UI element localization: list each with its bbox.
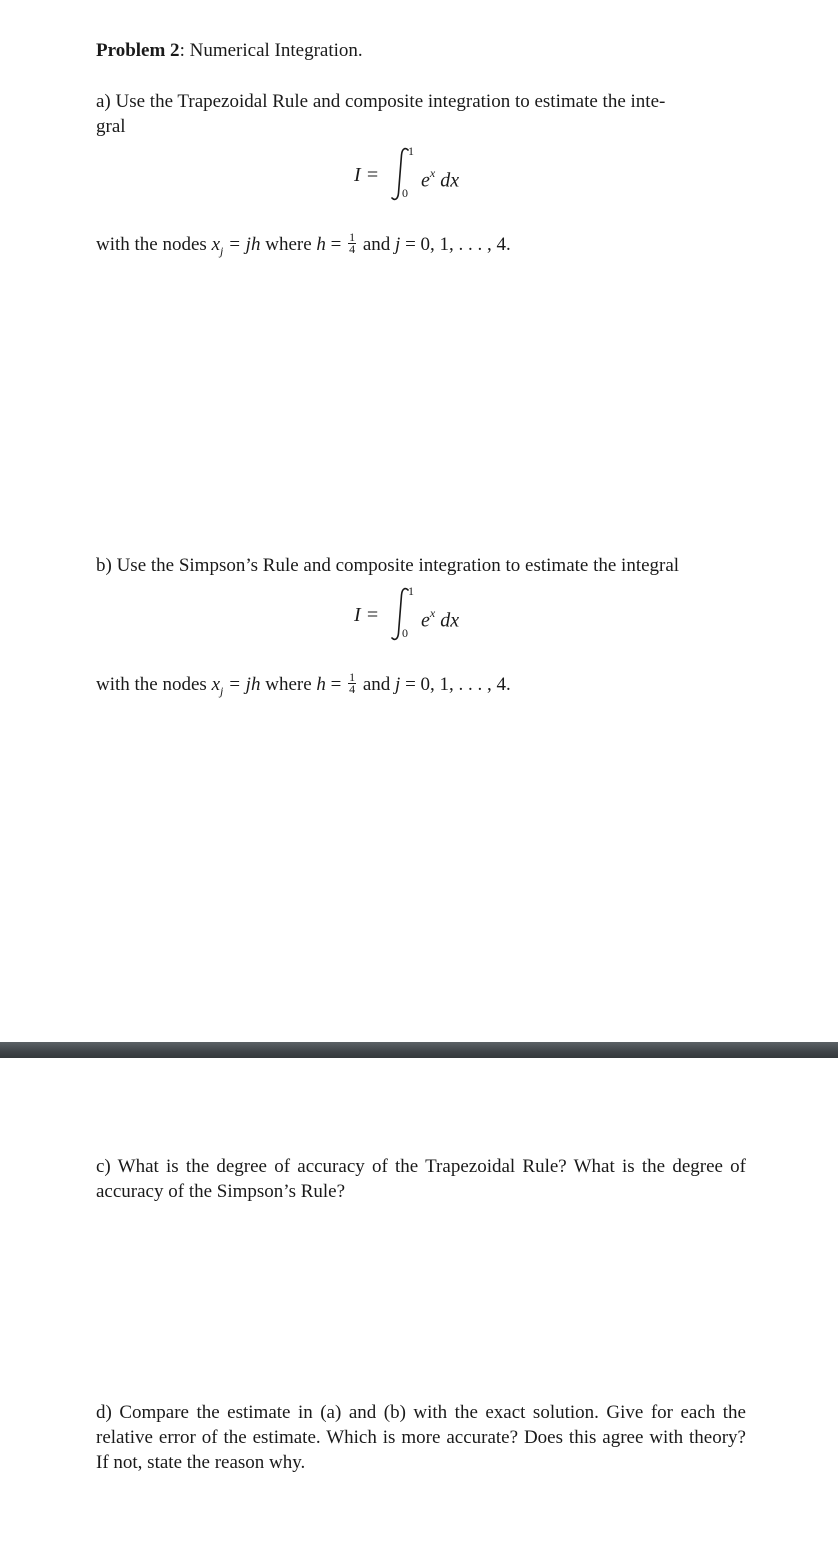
integrand: $e^x$ dx [421,606,460,632]
part-a-line2: gral [96,116,126,137]
part-d-question: d) Compare the estimate in (a) and (b) with the exact solution. Give for each the relative error of the estimate. Which is more accurate? Does this agree with theory? If not, state the reason why. [96,1402,746,1473]
problem-heading [96,38,746,63]
part-c-question: c) What is the degree of accuracy of the Trapezoidal Rule? What is the degree of accuracy of the Simpson’s Rule? [96,1156,746,1202]
document-page-2 [0,1058,838,1566]
integral-lhs: I = [354,604,380,626]
part-a-line1: a) Use the Trapezoidal Rule and composite integration to estimate the inte- [96,91,666,112]
problem-title: : Numerical Integration. [179,40,363,61]
integral-lower-limit: 0 [402,626,408,640]
part-b-prompt: b) Use the Simpson’s Rule and composite integration to estimate the integral [96,555,680,576]
integral-lower-limit: 0 [402,186,408,200]
integral-equation-b [352,585,512,645]
fraction-one-quarter: $\frac{1}{4}$ [349,670,356,697]
nodes-statement-a: with the nodes $x_j$ = jh where h = $\frac{1}{4}$ and j = 0, 1, . . . , 4. [96,230,511,258]
integral-upper-limit: 1 [408,144,414,158]
part-a-prompt [96,89,746,139]
integral-lhs: I = [354,164,380,186]
integral-equation-a [352,145,512,205]
integral-upper-limit: 1 [408,584,414,598]
nodes-statement-b: with the nodes $x_j$ = jh where h = $\frac{1}{4}$ and j = 0, 1, . . . , 4. [96,670,511,698]
problem-label: Problem 2 [96,40,180,61]
integrand: $e^x$ dx [421,166,460,192]
fraction-one-quarter: $\frac{1}{4}$ [349,230,356,257]
page-separator [0,1042,838,1058]
